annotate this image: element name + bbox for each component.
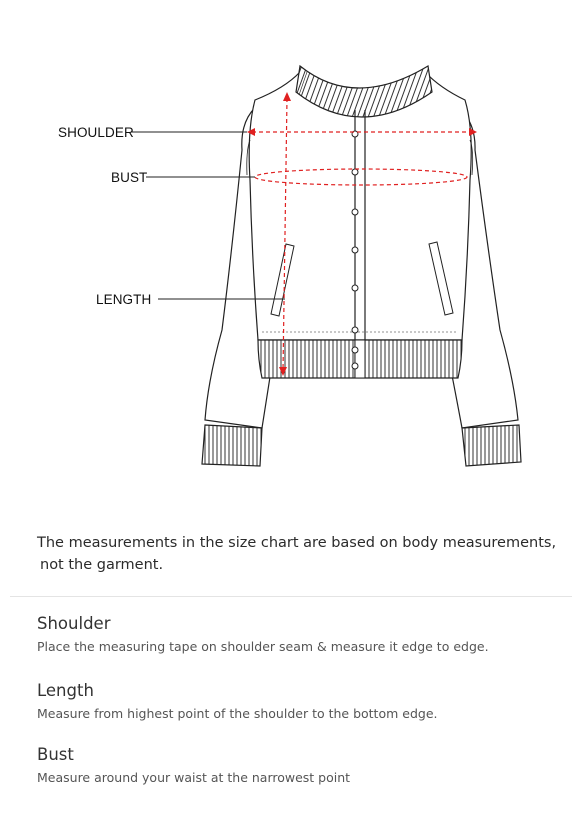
- size-chart-note: [37, 532, 557, 576]
- entry-title: Shoulder: [37, 614, 111, 633]
- bust-callout-label: BUST: [111, 170, 148, 185]
- entry-title: Length: [37, 681, 94, 700]
- divider: [10, 596, 572, 597]
- entry-description: Measure from highest point of the shoulder to the bottom edge.: [37, 706, 438, 721]
- entry-description: Place the measuring tape on shoulder seam & measure it edge to edge.: [37, 639, 489, 654]
- entry-title: Bust: [37, 745, 74, 764]
- shoulder-entry: [37, 613, 567, 655]
- left-cuff: [202, 425, 262, 466]
- bust-entry: [37, 744, 567, 786]
- note-line-2: not the garment.: [40, 557, 164, 573]
- right-cuff: [462, 425, 521, 466]
- entry-description: Measure around your waist at the narrowest point: [37, 770, 351, 785]
- shoulder-callout-label: SHOULDER: [58, 125, 134, 140]
- length-callout-label: LENGTH: [96, 292, 152, 307]
- note-line-1: The measurements in the size chart are based on body measurements,: [37, 535, 557, 551]
- length-entry: [37, 680, 567, 722]
